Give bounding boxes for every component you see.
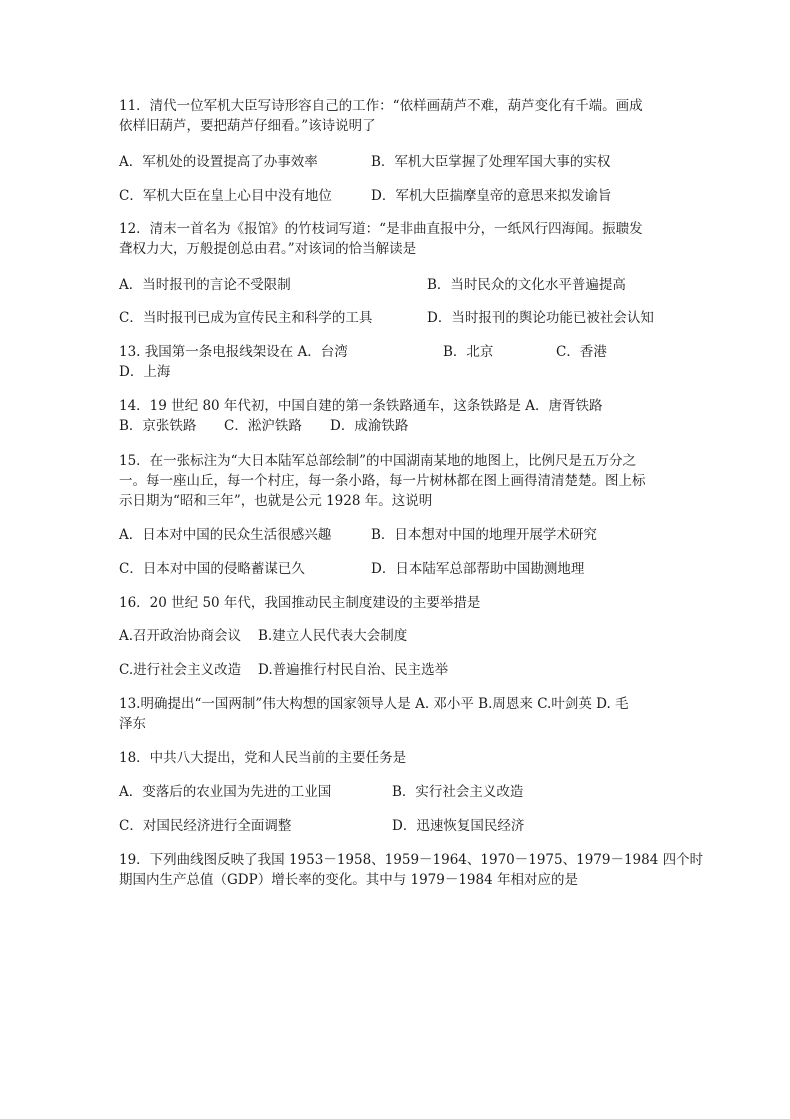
q14-stem-line-1: 14．19 世纪 80 年代初，中国自建的第一条铁路通车，这条铁路是 A．唐胥铁路 [119, 398, 603, 414]
q16-option-c: C.进行社会主义改造 [119, 662, 242, 678]
q18-option-a: A．变落后的农业国为先进的工业国 [119, 784, 332, 800]
q17-stem-line-1: 13.明确提出“一国两制”伟大构想的国家领导人是 A. 邓小平 B.周恩来 C.叶剑英 D. 毛 [119, 696, 629, 712]
q12-option-d: D．当时报刊的舆论功能已被社会认知 [427, 310, 654, 326]
q11-stem-line-1: 11．清代一位军机大臣写诗形容自己的工作：“依样画葫芦不难，葫芦变化有千端。画成 [119, 98, 643, 114]
q19-stem-line-2: 期国内生产总值（GDP）增长率的变化。其中与 1979－1984 年相对应的是 [119, 872, 578, 888]
q18-option-b: B．实行社会主义改造 [392, 784, 524, 800]
q11-option-c: C．军机大臣在皇上心目中没有地位 [119, 188, 332, 204]
q16-option-b: B.建立人民代表大会制度 [258, 628, 408, 644]
q11-option-a: A．军机处的设置提高了办事效率 [119, 154, 318, 170]
q18-stem-line-1: 18．中共八大提出，党和人民当前的主要任务是 [119, 750, 407, 766]
q15-stem-line-2: 一。每一座山丘，每一个村庄，每一条小路，每一片树林都在图上画得清清楚楚。图上标 [119, 473, 646, 489]
q15-option-c: C．日本对中国的侵略蓄谋已久 [119, 561, 305, 577]
q16-option-d: D.普遍推行村民自治、民主选举 [258, 662, 449, 678]
q12-option-c: C．当时报刊已成为宣传民主和科学的工具 [119, 310, 373, 326]
q15-option-b: B．日本想对中国的地理开展学术研究 [371, 527, 597, 543]
q11-option-b: B．军机大臣掌握了处理军国大事的实权 [371, 154, 611, 170]
q13-stem-line-1: 13. 我国第一条电报线架设在 A．台湾 [119, 344, 348, 360]
q12-stem-line-2: 聋权力大，万般提创总由君。”对该词的恰当解读是 [119, 241, 417, 257]
q17-stem-line-2: 泽东 [119, 716, 146, 732]
q13-option-d: D．上海 [119, 364, 171, 380]
q12-stem-line-1: 12．清末一首名为《报馆》的竹枝词写道：“是非曲直报中分，一纸风行四海闻。振聩发 [119, 221, 643, 237]
q14-option-d: D．成渝铁路 [330, 418, 409, 434]
q14-option-b: B．京张铁路 [119, 418, 197, 434]
q15-option-d: D．日本陆军总部帮助中国勘测地理 [371, 561, 585, 577]
q18-option-c: C．对国民经济进行全面调整 [119, 818, 292, 834]
q11-option-d: D．军机大臣揣摩皇帝的意思来拟发谕旨 [371, 188, 612, 204]
q15-stem-line-3: 示日期为“昭和三年”，也就是公元 1928 年。这说明 [119, 493, 433, 509]
q15-stem-line-1: 15．在一张标注为“大日本陆军总部绘制”的中国湖南某地的地图上，比例尺是五万分之 [119, 453, 636, 469]
q13-option-b: B．北京 [443, 344, 494, 360]
q13-option-c: C．香港 [556, 344, 607, 360]
q11-stem-line-2: 依样旧葫芦，要把葫芦仔细看。”该诗说明了 [119, 118, 376, 134]
q14-option-c: C．淞沪铁路 [224, 418, 302, 434]
q12-option-b: B．当时民众的文化水平普遍提高 [427, 277, 626, 293]
q16-stem-line-1: 16．20 世纪 50 年代，我国推动民主制度建设的主要举措是 [119, 595, 481, 611]
q19-stem-line-1: 19．下列曲线图反映了我国 1953－1958、1959－1964、1970－1975、1979－1984 四个时 [119, 852, 704, 868]
q16-option-a: A.召开政治协商会议 [119, 628, 242, 644]
q12-option-a: A．当时报刊的言论不受限制 [119, 277, 291, 293]
q18-option-d: D．迅速恢复国民经济 [392, 818, 525, 834]
q15-option-a: A．日本对中国的民众生活很感兴趣 [119, 527, 332, 543]
